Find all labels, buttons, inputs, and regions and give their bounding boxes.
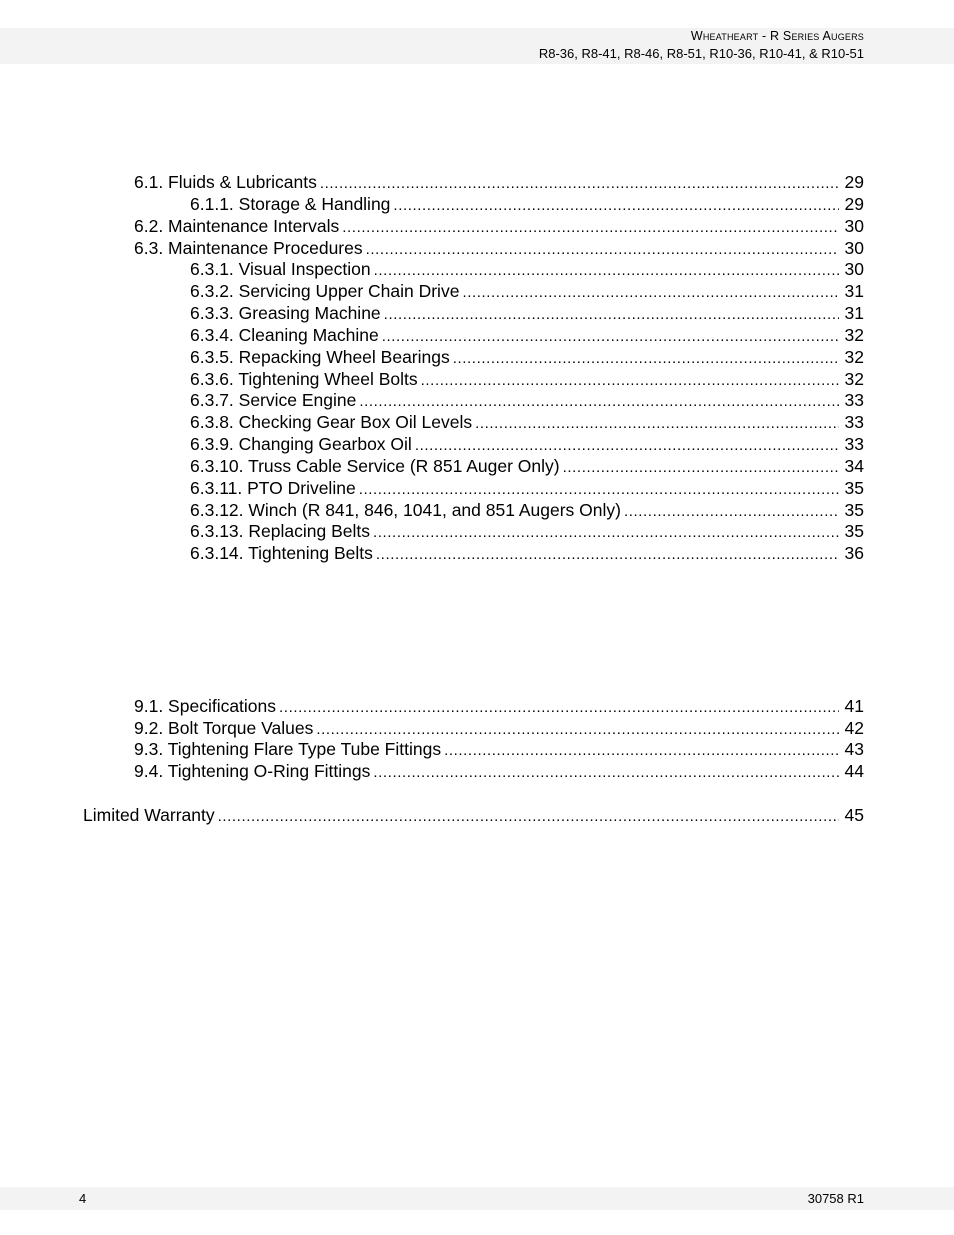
toc-entry-page: 30 (844, 259, 864, 279)
page-header (0, 28, 954, 64)
toc-entry-title: 6.3.3. Greasing Machine (190, 303, 381, 323)
toc-leader (393, 195, 838, 217)
toc-entry[interactable] (134, 215, 864, 237)
toc-entry-title: 6.3.13. Replacing Belts (190, 521, 370, 541)
toc-entry-title: 6.3.14. Tightening Belts (190, 543, 373, 563)
toc-leader (563, 457, 839, 479)
toc-entry-page: 29 (844, 172, 864, 192)
toc-entry-page: 29 (844, 194, 864, 214)
toc-entry-title: 9.3. Tightening Flare Type Tube Fittings (134, 739, 442, 759)
toc-entry-title: 6.3.9. Changing Gearbox Oil (190, 434, 412, 454)
toc-entry[interactable] (190, 477, 864, 499)
toc-leader (342, 217, 838, 239)
toc-leader (359, 391, 838, 413)
toc-entry-title: 6.3.6. Tightening Wheel Bolts (190, 369, 418, 389)
toc-entry[interactable] (134, 695, 864, 717)
toc-entry[interactable] (190, 280, 864, 302)
page-footer (0, 1187, 954, 1210)
toc-entry-page: 33 (844, 434, 864, 454)
toc-entry-page: 32 (844, 347, 864, 367)
toc-entry[interactable] (190, 258, 864, 280)
toc-entry[interactable] (134, 171, 864, 193)
toc-entry-title: 6.3.11. PTO Driveline (190, 478, 356, 498)
toc-entry-title: 6.3.4. Cleaning Machine (190, 325, 379, 345)
toc-entry[interactable] (190, 542, 864, 564)
toc-entry[interactable] (190, 411, 864, 433)
toc-leader (382, 326, 839, 348)
toc-entry[interactable] (190, 455, 864, 477)
toc-entry-title: 6.3.5. Repacking Wheel Bearings (190, 347, 450, 367)
toc-entry-title: 6.3.2. Servicing Upper Chain Drive (190, 281, 460, 301)
toc-entry-page: 33 (844, 412, 864, 432)
toc-entry[interactable] (190, 499, 864, 521)
toc-leader (374, 260, 839, 282)
toc-entry-page: 45 (844, 805, 864, 825)
toc-entry-title: 9.2. Bolt Torque Values (134, 718, 314, 738)
toc-entry-title: 6.1. Fluids & Lubricants (134, 172, 317, 192)
toc-entry-page: 30 (844, 238, 864, 258)
toc-entry-title: Limited Warranty (83, 805, 215, 825)
toc-entry-page: 32 (844, 325, 864, 345)
toc-leader (373, 522, 839, 544)
toc-leader (444, 740, 838, 762)
toc-entry[interactable] (134, 717, 864, 739)
toc-leader (373, 762, 838, 784)
toc-entry[interactable] (190, 346, 864, 368)
toc-leader (415, 435, 839, 457)
toc-entry[interactable] (190, 324, 864, 346)
toc-entry[interactable] (190, 193, 864, 215)
toc-entry-page: 42 (844, 718, 864, 738)
header-models: R8-36, R8-41, R8-46, R8-51, R10-36, R10-41, & R10-51 (538, 46, 864, 61)
toc-entry-page: 32 (844, 369, 864, 389)
toc-entry-title: 6.3.12. Winch (R 841, 846, 1041, and 851 Augers Only) (190, 500, 621, 520)
toc-entry[interactable] (190, 389, 864, 411)
toc-entry-title: 6.1.1. Storage & Handling (190, 194, 391, 214)
footer-doc-code: 30758 R1 (807, 1191, 864, 1206)
toc-entry-title: 6.3. Maintenance Procedures (134, 238, 363, 258)
toc-leader (384, 304, 839, 326)
toc-entry-title: 6.3.1. Visual Inspection (190, 259, 371, 279)
toc-entry-page: 35 (844, 521, 864, 541)
toc-entry-title: 6.3.10. Truss Cable Service (R 851 Auger Only) (190, 456, 560, 476)
toc-entry-page: 35 (844, 478, 864, 498)
toc-entry-title: 6.3.7. Service Engine (190, 390, 357, 410)
toc-entry[interactable] (134, 760, 864, 782)
toc-leader (453, 348, 839, 370)
toc-entry-title: 6.2. Maintenance Intervals (134, 216, 340, 236)
toc-entry[interactable] (190, 520, 864, 542)
toc-entry-page: 41 (844, 696, 864, 716)
toc-entry-page: 31 (844, 281, 864, 301)
toc-entry-title: 9.4. Tightening O-Ring Fittings (134, 761, 371, 781)
toc-entry[interactable] (190, 433, 864, 455)
toc-entry-page: 34 (844, 456, 864, 476)
toc-entry-title: 6.3.8. Checking Gear Box Oil Levels (190, 412, 473, 432)
toc-leader (359, 479, 839, 501)
toc-leader (462, 282, 838, 304)
toc-entry-page: 43 (844, 739, 864, 759)
toc-leader (218, 806, 839, 828)
toc-entry[interactable] (190, 368, 864, 390)
toc-entry[interactable] (190, 302, 864, 324)
toc-entry[interactable] (134, 237, 864, 259)
toc-entry-page: 33 (844, 390, 864, 410)
toc-entry-page: 31 (844, 303, 864, 323)
toc-entry-warranty[interactable] (83, 804, 864, 826)
toc-leader (279, 697, 839, 719)
toc-leader (376, 544, 839, 566)
toc-entry-page: 35 (844, 500, 864, 520)
toc-entry-page: 36 (844, 543, 864, 563)
footer-page-number: 4 (79, 1191, 87, 1206)
toc-entry[interactable] (134, 738, 864, 760)
toc-entry-page: 30 (844, 216, 864, 236)
header-title: Wheatheart - R Series Augers (690, 29, 864, 43)
toc-leader (320, 173, 839, 195)
toc-entry-title: 9.1. Specifications (134, 696, 277, 716)
toc-leader (475, 413, 838, 435)
toc-entry-page: 44 (844, 761, 864, 781)
